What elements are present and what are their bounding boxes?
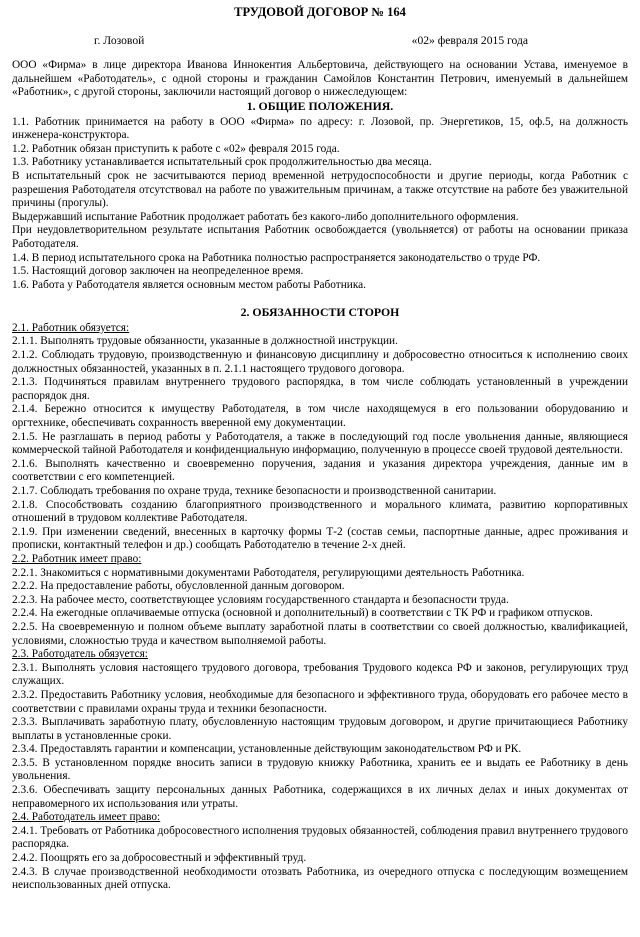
paragraph: 1.4. В период испытательного срока на Работника полностью распространяется законодательство о труде РФ.	[12, 251, 541, 264]
subsection-title: 2.2. Работник имеет право:	[12, 552, 142, 565]
paragraph: В испытательный срок не засчитываются период временной нетрудоспособности и другие периоды, когда Работник с разрешения Работодателя отсутствовал на работе по уважительным причинам, а также отсутствие на работе без уважительной причины (прогулы).	[12, 169, 628, 210]
section-1-heading: 1. ОБЩИЕ ПОЛОЖЕНИЯ.	[246, 98, 394, 113]
clause: 2.2.1. Знакомиться с нормативными документами Работодателя, регулирующими деятельность Работника.	[12, 566, 525, 579]
date: «02» февраля 2015 года	[411, 33, 528, 47]
clause: 2.1.2. Соблюдать трудовую, производственную и финансовую дисциплину и добросовестно относиться к исполнению своих должностных обязанностей, указанных в п. 2.1.1 настоящего трудового договора.	[12, 349, 628, 375]
clause: 2.2.5. На своевременную и полном объеме выплату заработной платы в соответствии со своей должностью, квалификацией, условиями, сложностью труда и качеством выполняемой работы.	[12, 620, 628, 647]
subsection-title: 2.1. Работник обязуется:	[12, 321, 130, 334]
paragraph: 1.6. Работа у Работодателя является основным местом работы Работника.	[12, 278, 366, 291]
clause: 2.1.9. При изменении сведений, внесенных в карточку формы Т-2 (состав семьи, паспортные данные, адрес проживания и прописки, контактный телефон и др.) сообщать Работодателю в течение 2-х дней.	[12, 525, 628, 552]
section-spacer	[12, 292, 628, 306]
paragraph: При неудовлетворительном результате испытания Работник освобождается (увольняется) от работы на основании приказа Работодателя.	[12, 224, 628, 250]
clause: 2.3.4. Предоставлять гарантии и компенсации, установленные действующим законодательством РФ и РК.	[12, 743, 522, 756]
clause: 2.2.4. На ежегодные оплачиваемые отпуска (основной и дополнительный) в соответствии с ТК РФ и графиком отпусков.	[12, 607, 593, 620]
section-1-body	[12, 116, 628, 293]
paragraph: Выдержавший испытание Работник продолжает работать без какого-либо дополнительного оформления.	[12, 210, 519, 223]
subsection-title: 2.4. Работодатель имеет право:	[12, 811, 161, 824]
paragraph: 1.2. Работник обязан приступить к работе с «02» февраля 2015 года.	[12, 142, 340, 155]
paragraph: 1.1. Работник принимается на работу в ООО «Фирма» по адресу: г. Лозовой, пр. Энергетиков, 15, оф.5, на должность инженера-конструктора.	[12, 115, 628, 142]
clause: 2.1.8. Способствовать созданию благоприятного производственного и морального климата, развитию корпоративных отношений в трудовом коллективе Работодателя.	[12, 498, 628, 525]
subsection-title: 2.3. Работодатель обязуется:	[12, 648, 148, 661]
clause: 2.2.3. На рабочее место, соответствующее условиям государственного стандарта и безопасности труда.	[12, 593, 509, 606]
clause: 2.3.3. Выплачивать заработную плату, обусловленную настоящим трудовым договором, и другие причитающиеся Работнику выплаты в установленные сроки.	[12, 716, 628, 742]
clause: 2.3.5. В установленном порядке вносить записи в трудовую книжку Работника, хранить ее и выдать ее Работнику в день увольнения.	[12, 756, 628, 783]
section-2-body	[12, 322, 628, 893]
clause: 2.3.6. Обеспечивать защиту персональных данных Работника, содержащихся в их личных делах и иных документах от неправомерного их использования или утраты.	[12, 784, 628, 810]
clause: 2.1.4. Бережно относится к имуществу Работодателя, в том числе находящемуся в его пользовании оборудованию и оргтехнике, обеспечивать сохранность вверенной ему документации.	[12, 403, 628, 430]
clause: 2.2.2. На предоставление работы, обусловленной данным договором.	[12, 580, 345, 593]
clause: 2.3.2. Предоставить Работнику условия, необходимые для безопасного и эффективного труда, оборудовать его рабочее место в соответствии с правилами охраны труда и техники безопасности.	[12, 688, 628, 715]
paragraph: 1.3. Работнику устанавливается испытательный срок продолжительностью два месяца.	[12, 156, 432, 169]
paragraph: 1.5. Настоящий договор заключен на неопределенное время.	[12, 265, 304, 278]
place-date-row	[12, 34, 628, 48]
document-title: ТРУДОВОЙ ДОГОВОР № 164	[234, 5, 406, 19]
clause: 2.1.7. Соблюдать требования по охране труда, технике безопасности и производственной санитарии.	[12, 485, 497, 497]
clause: 2.4.3. В случае производственной необходимости отозвать Работника, из очередного отпуска с последующим возмещением неиспользованных дней отпуска.	[12, 865, 628, 892]
clause: 2.1.3. Подчиняться правилам внутреннего трудового распорядка, в том числе соблюдать установленный в учреждении распорядок дня.	[12, 376, 628, 402]
clause: 2.1.1. Выполнять трудовые обязанности, указанные в должностной инструкции.	[12, 335, 398, 348]
clause: 2.1.5. Не разглашать в период работы у Работодателя, а также в последующий год после увольнения данные, являющиеся коммерческой тайной Работодателя и конфиденциальную информацию, полученную в процессе своей трудовой деятельности.	[12, 430, 628, 457]
section-2-heading: 2. ОБЯЗАННОСТИ СТОРОН	[240, 305, 400, 320]
intro-paragraph: ООО «Фирма» в лице директора Иванова Иннокентия Альбертовича, действующего на основании Устава, именуемое в дальнейшем «Работодатель», с одной стороны и гражданин Самойлов Константин Петрович, именуемый в дальнейшем «Работник», с другой стороны, заключили настоящий договор о нижеследующем:	[12, 59, 628, 99]
clause: 2.4.1. Требовать от Работника добросовестного исполнения трудовых обязанностей, соблюдения правил внутреннего трудового распорядка.	[12, 824, 628, 851]
clause: 2.1.6. Выполнять качественно и своевременно поручения, задания и указания директора учреждения, данные им в соответствии с его компетенцией.	[12, 457, 628, 484]
place: г. Лозовой	[94, 33, 145, 47]
clause: 2.4.2. Поощрять его за добросовестный и эффективный труд.	[12, 852, 307, 865]
clause: 2.3.1. Выполнять условия настоящего трудового договора, требования Трудового кодекса РФ и законов, регулирующих труд служащих.	[12, 661, 628, 688]
